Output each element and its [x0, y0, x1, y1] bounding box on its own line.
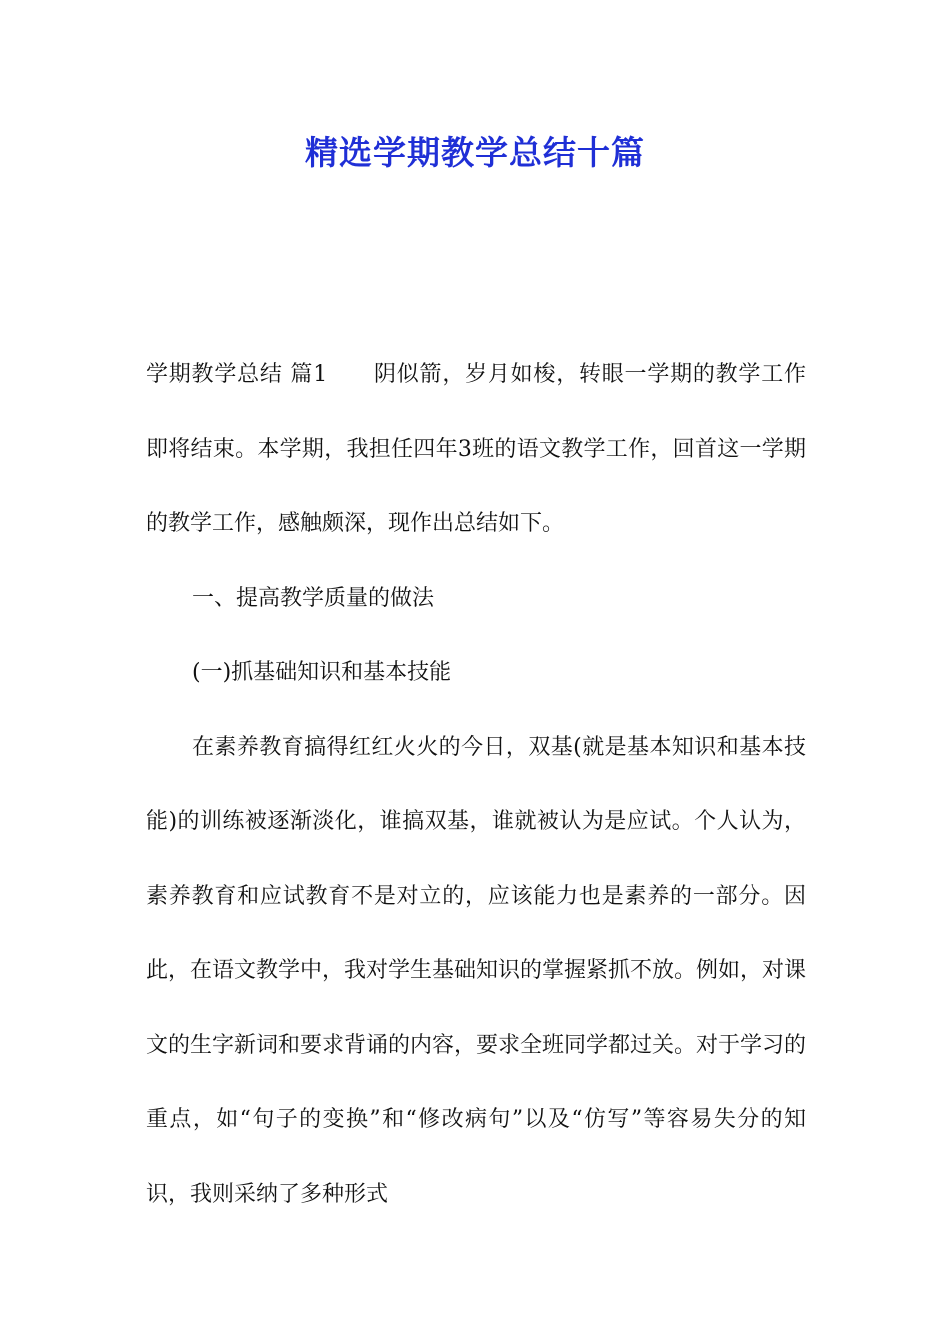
- document-title: 精选学期教学总结十篇: [305, 133, 645, 172]
- intro-text: 阴似箭，岁月如梭，转眼一学期的教学工作即将结束。本学期，我担任四年3班的语文教学工作，回首这一学期的教学工作，感触颇深，现作出总结如下。: [146, 362, 806, 536]
- document-body: [146, 338, 806, 1232]
- section-label: 学期教学总结 篇1: [146, 362, 328, 387]
- intro-paragraph: [146, 338, 806, 562]
- heading-improve-quality: 一、提高教学质量的做法: [192, 585, 435, 611]
- body-paragraph: 在素养教育搞得红红火火的今日，双基(就是基本知识和基本技能)的训练被逐渐淡化，谁搞双基，谁就被认为是应试。个人认为，素养教育和应试教育不是对立的，应该能力也是素养的一部分。因此，在语文教学中，我对学生基础知识的掌握紧抓不放。例如，对课文的生字新词和要求背诵的内容，要求全班同学都过关。对于学习的重点，如“句子的变换”和“修改病句”以及“仿写”等容易失分的知识，我则采纳了多种形式: [146, 734, 807, 1207]
- subheading-basic-skills: (一)抓基础知识和基本技能: [192, 660, 452, 685]
